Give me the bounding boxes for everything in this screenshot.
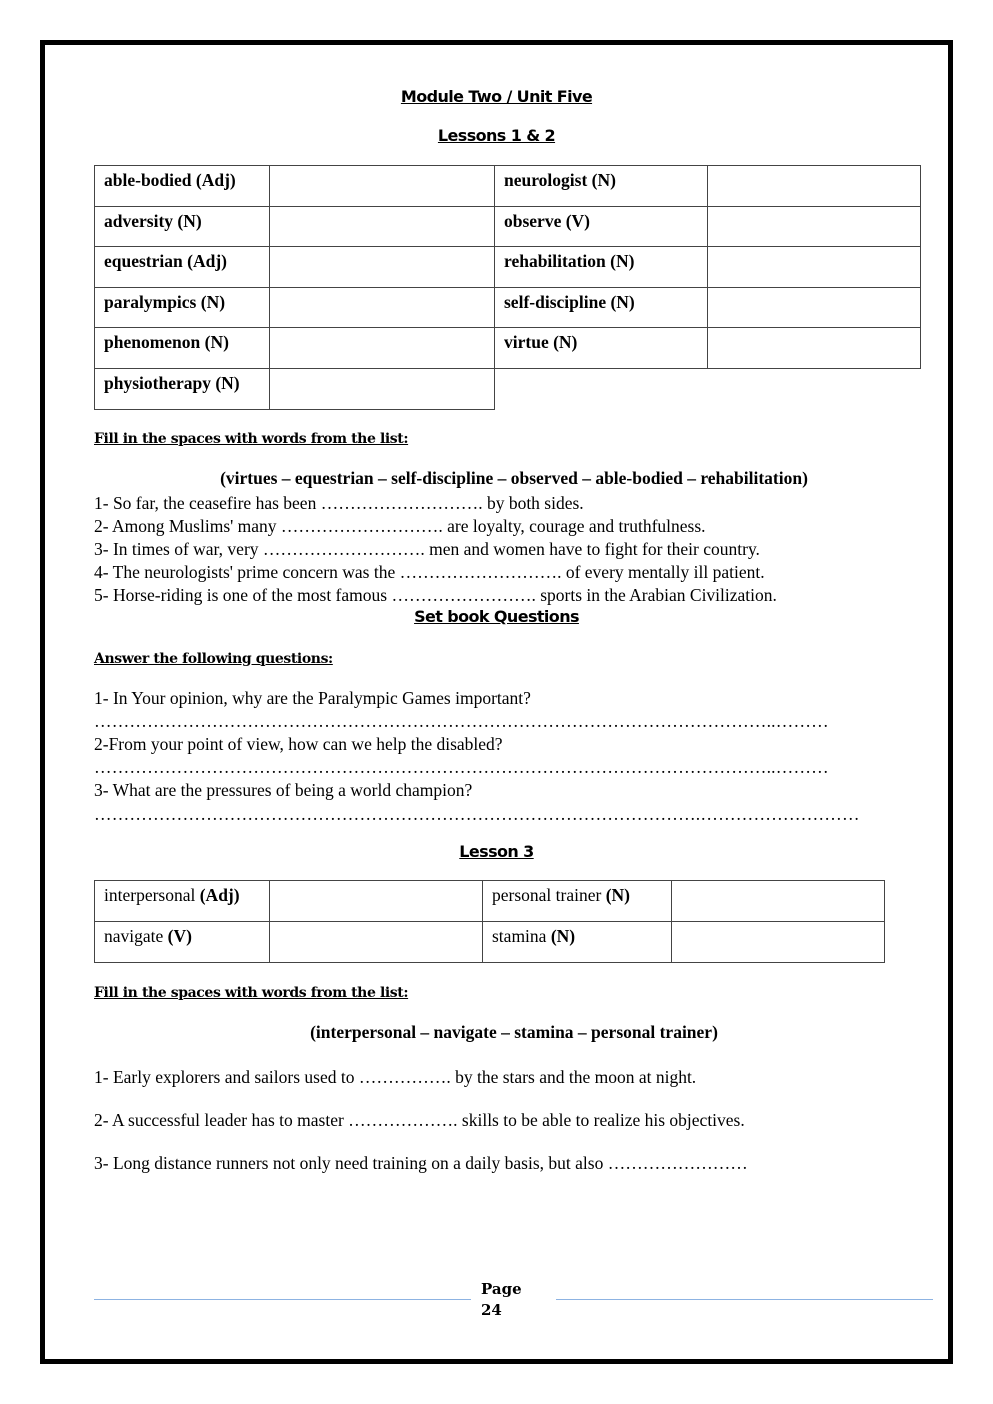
vocab-table-lessons-1-2 xyxy=(94,165,921,410)
empty-cell xyxy=(708,369,921,410)
vocab-word xyxy=(95,922,270,963)
vocab-word: paralympics (N) xyxy=(95,288,270,328)
vocab-answer-cell[interactable] xyxy=(672,922,885,963)
vocab-word xyxy=(483,881,672,922)
vocab-word-text: navigate xyxy=(104,926,168,946)
vocab-word-text: personal trainer xyxy=(492,885,606,905)
part-of-speech: (V) xyxy=(167,926,192,946)
vocab-word: phenomenon (N) xyxy=(95,328,270,369)
empty-cell xyxy=(495,369,708,410)
vocab-word xyxy=(95,881,270,922)
vocab-answer-cell[interactable] xyxy=(708,207,921,247)
vocab-answer-cell[interactable] xyxy=(270,369,495,410)
part-of-speech: (Adj) xyxy=(199,885,240,905)
fill-in-sentence: 4- The neurologists' prime concern was the ………………………. of every mentally ill patient. xyxy=(94,562,765,582)
vocab-word: neurologist (N) xyxy=(495,166,708,207)
word-list-1: (virtues – equestrian – self-discipline – observed – able-bodied – rehabilitation) xyxy=(220,468,808,488)
vocab-answer-cell[interactable] xyxy=(270,207,495,247)
lesson-3-title: Lesson 3 xyxy=(459,842,534,861)
part-of-speech: (N) xyxy=(550,926,576,946)
fill-in-instruction-2: Fill in the spaces with words from the list: xyxy=(94,985,409,1001)
vocab-table-lesson-3 xyxy=(94,880,885,963)
vocab-answer-cell[interactable] xyxy=(270,247,495,288)
vocab-word: observe (V) xyxy=(495,207,708,247)
vocab-word: rehabilitation (N) xyxy=(495,247,708,288)
page-number xyxy=(481,1279,522,1321)
vocab-answer-cell[interactable] xyxy=(708,166,921,207)
word-list-2: (interpersonal – navigate – stamina – personal trainer) xyxy=(310,1022,718,1042)
question-text: 2-From your point of view, how can we help the disabled? xyxy=(94,734,503,754)
vocab-word-text: stamina xyxy=(492,926,551,946)
part-of-speech: (N) xyxy=(605,885,630,905)
footer-rule-left xyxy=(94,1299,471,1300)
vocab-answer-cell[interactable] xyxy=(270,922,483,963)
vocab-word: able-bodied (Adj) xyxy=(95,166,270,207)
set-book-title: Set book Questions xyxy=(414,607,579,626)
lessons-title: Lessons 1 & 2 xyxy=(437,126,556,145)
fill-in-instruction-1: Fill in the spaces with words from the list: xyxy=(94,431,409,447)
page-label: Page xyxy=(481,1280,522,1298)
question-text: 3- What are the pressures of being a world champion? xyxy=(94,780,473,800)
fill-in-sentence: 3- In times of war, very ………………………. men and women have to fight for their country. xyxy=(94,539,760,559)
vocab-word: equestrian (Adj) xyxy=(95,247,270,288)
vocab-answer-cell[interactable] xyxy=(270,881,483,922)
answer-instruction: Answer the following questions: xyxy=(94,651,333,667)
vocab-answer-cell[interactable] xyxy=(270,166,495,207)
fill-in-sentence: 5- Horse-riding is one of the most famous ……………………. sports in the Arabian Civilization. xyxy=(94,585,777,605)
fill-in-sentence: 1- So far, the ceasefire has been ………………………. by both sides. xyxy=(94,493,584,513)
fill-in-sentence: 2- A successful leader has to master ………………. skills to be able to realize his objectives. xyxy=(94,1110,745,1130)
vocab-answer-cell[interactable] xyxy=(270,328,495,369)
vocab-answer-cell[interactable] xyxy=(708,328,921,369)
vocab-word-text: interpersonal xyxy=(104,885,200,905)
vocab-word xyxy=(483,922,672,963)
fill-in-sentence: 3- Long distance runners not only need training on a daily basis, but also …………………… xyxy=(94,1153,748,1173)
fill-in-sentence: 2- Among Muslims' many ………………………. are loyalty, courage and truthfulness. xyxy=(94,516,706,536)
fill-in-sentence: 1- Early explorers and sailors used to ……………. by the stars and the moon at night. xyxy=(94,1067,697,1087)
vocab-answer-cell[interactable] xyxy=(708,288,921,328)
vocab-answer-cell[interactable] xyxy=(708,247,921,288)
answer-line[interactable]: ………………………………………………………………………………………….……………………… xyxy=(94,804,860,824)
vocab-word: adversity (N) xyxy=(95,207,270,247)
answer-line[interactable]: ……………………………………………………………………………………………………..……… xyxy=(94,757,829,777)
vocab-word: self-discipline (N) xyxy=(495,288,708,328)
page-number-value: 24 xyxy=(481,1301,502,1319)
vocab-answer-cell[interactable] xyxy=(672,881,885,922)
vocab-word: virtue (N) xyxy=(495,328,708,369)
vocab-answer-cell[interactable] xyxy=(270,288,495,328)
module-title: Module Two / Unit Five xyxy=(400,87,593,106)
vocab-word: physiotherapy (N) xyxy=(95,369,270,410)
footer-rule-right xyxy=(556,1299,933,1300)
question-text: 1- In Your opinion, why are the Paralympic Games important? xyxy=(94,688,531,708)
answer-line[interactable]: ……………………………………………………………………………………………………..……… xyxy=(94,711,829,731)
